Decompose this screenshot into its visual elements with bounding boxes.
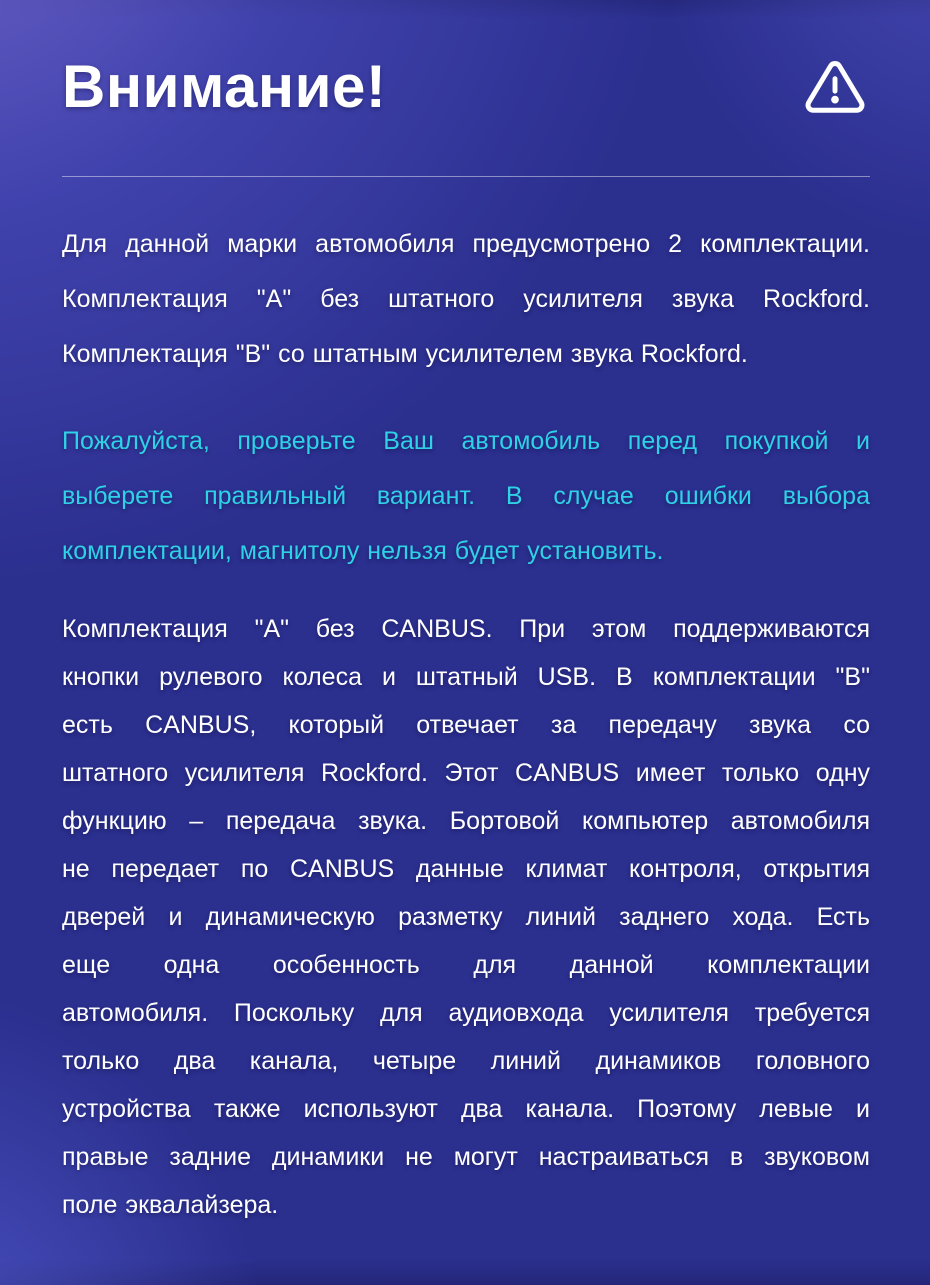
paragraph-trim-options (62, 217, 870, 382)
text-line: функцию – передача звука. Бортовой компьютер автомобиля (62, 807, 870, 835)
paragraph-purchase-warning (62, 414, 870, 579)
text-line: правые задние динамики не могут настраиваться в звуковом (62, 1143, 870, 1171)
text-line: штатного усилителя Rockford. Этот CANBUS имеет только одну (62, 759, 870, 787)
divider (62, 176, 870, 177)
warning-triangle-icon (802, 56, 868, 118)
text-line: кнопки рулевого колеса и штатный USB. В комплектации "В" (62, 663, 870, 691)
text-line: еще одна особенность для данной комплектации (62, 951, 870, 979)
text-line: Комплектация "В" со штатным усилителем звука Rockford. (62, 340, 748, 368)
text-line: устройства также используют два канала. Поэтому левые и (62, 1095, 870, 1123)
text-line: автомобиля. Поскольку для аудиовхода усилителя требуется (62, 999, 870, 1027)
text-line: есть CANBUS, который отвечает за передачу звука со (62, 711, 870, 739)
text-line: выберете правильный вариант. В случае ошибки выбора (62, 482, 870, 510)
text-line: комплектации, магнитолу нельзя будет установить. (62, 537, 664, 565)
text-line: Комплектация "А" без CANBUS. При этом поддерживаются (62, 615, 870, 643)
paragraph-canbus-details (62, 605, 870, 1229)
text-line: дверей и динамическую разметку линий заднего хода. Есть (62, 903, 870, 931)
page-title: Внимание! (62, 53, 387, 120)
text-line: не передает по CANBUS данные климат контроля, открытия (62, 855, 870, 883)
text-line: Комплектация "А" без штатного усилителя звука Rockford. (62, 285, 870, 313)
text-line: Для данной марки автомобиля предусмотрено 2 комплектации. (62, 230, 870, 258)
text-line: Пожалуйста, проверьте Ваш автомобиль перед покупкой и (62, 427, 870, 455)
header (62, 52, 870, 122)
text-line: только два канала, четыре линий динамиков головного (62, 1047, 870, 1075)
text-line: поле эквалайзера. (62, 1191, 279, 1219)
